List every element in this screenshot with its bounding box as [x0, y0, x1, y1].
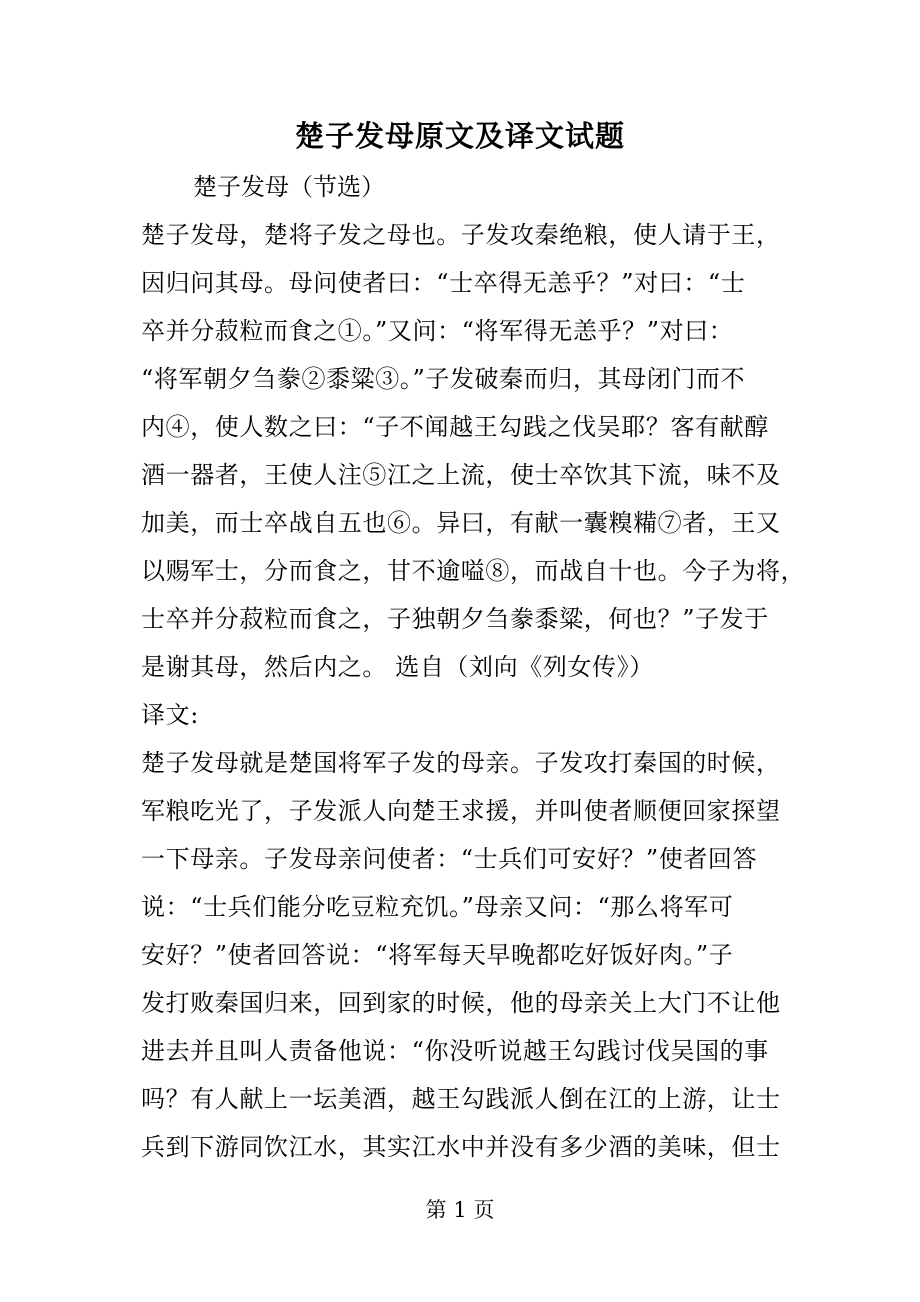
document-title: 楚子发母原文及译文试题	[294, 119, 625, 153]
original-text-line: 加美，而士卒战自五也⑥。异曰，有献一囊糗糒⑦者，王又	[141, 509, 781, 537]
original-text-line: 是谢其母，然后内之。 选自（刘向《列女传》）	[141, 653, 654, 681]
original-text-line: 卒并分菽粒而食之①。”又问：“将军得无恙乎？”对曰：	[141, 317, 734, 345]
original-text-line: 士卒并分菽粒而食之，子独朝夕刍豢黍粱，何也？”子发于	[141, 605, 769, 633]
translation-text-line: 说：“士兵们能分吃豆粒充饥。”母亲又问：“那么将军可	[141, 893, 734, 921]
original-text-line: “将军朝夕刍豢②黍粱③。”子发破秦而归，其母闭门而不	[141, 365, 746, 393]
page-number: 第 1 页	[425, 1198, 495, 1222]
translation-text-line: 发打败秦国归来，回到家的时候，他的母亲关上大门不让他	[141, 989, 781, 1017]
translation-text-line: 一下母亲。子发母亲问使者：“士兵们可安好？”使者回答	[141, 845, 758, 873]
translation-text-line: 兵到下游同饮江水，其实江水中并没有多少酒的美味，但士	[141, 1133, 781, 1161]
original-text-line: 因归问其母。母问使者曰：“士卒得无恙乎？”对曰：“士	[141, 269, 746, 297]
original-text-line: 以赐军士，分而食之，甘不逾嗌⑧，而战自十也。今子为将，	[141, 557, 806, 585]
translation-heading: 译文:	[141, 701, 199, 729]
original-text-line: 楚子发母，楚将子发之母也。子发攻秦绝粮，使人请于王，	[141, 221, 781, 249]
original-text-line: 内④，使人数之曰：“子不闻越王勾践之伐吴耶？客有献醇	[141, 413, 769, 441]
translation-text-line: 军粮吃光了，子发派人向楚王求援，并叫使者顺便回家探望	[141, 797, 781, 825]
translation-text-line: 进去并且叫人责备他说：“你没听说越王勾践讨伐吴国的事	[141, 1037, 769, 1065]
translation-text-line: 楚子发母就是楚国将军子发的母亲。子发攻打秦国的时候，	[141, 749, 781, 777]
translation-text-line: 吗？有人献上一坛美酒，越王勾践派人倒在江的上游，让士	[141, 1085, 781, 1113]
document-subtitle: 楚子发母（节选）	[193, 173, 385, 201]
original-text-line: 酒一器者，王使人注⑤江之上流，使士卒饮其下流，味不及	[141, 461, 781, 489]
translation-text-line: 安好？”使者回答说：“将军每天早晚都吃好饭好肉。”子	[141, 941, 734, 969]
